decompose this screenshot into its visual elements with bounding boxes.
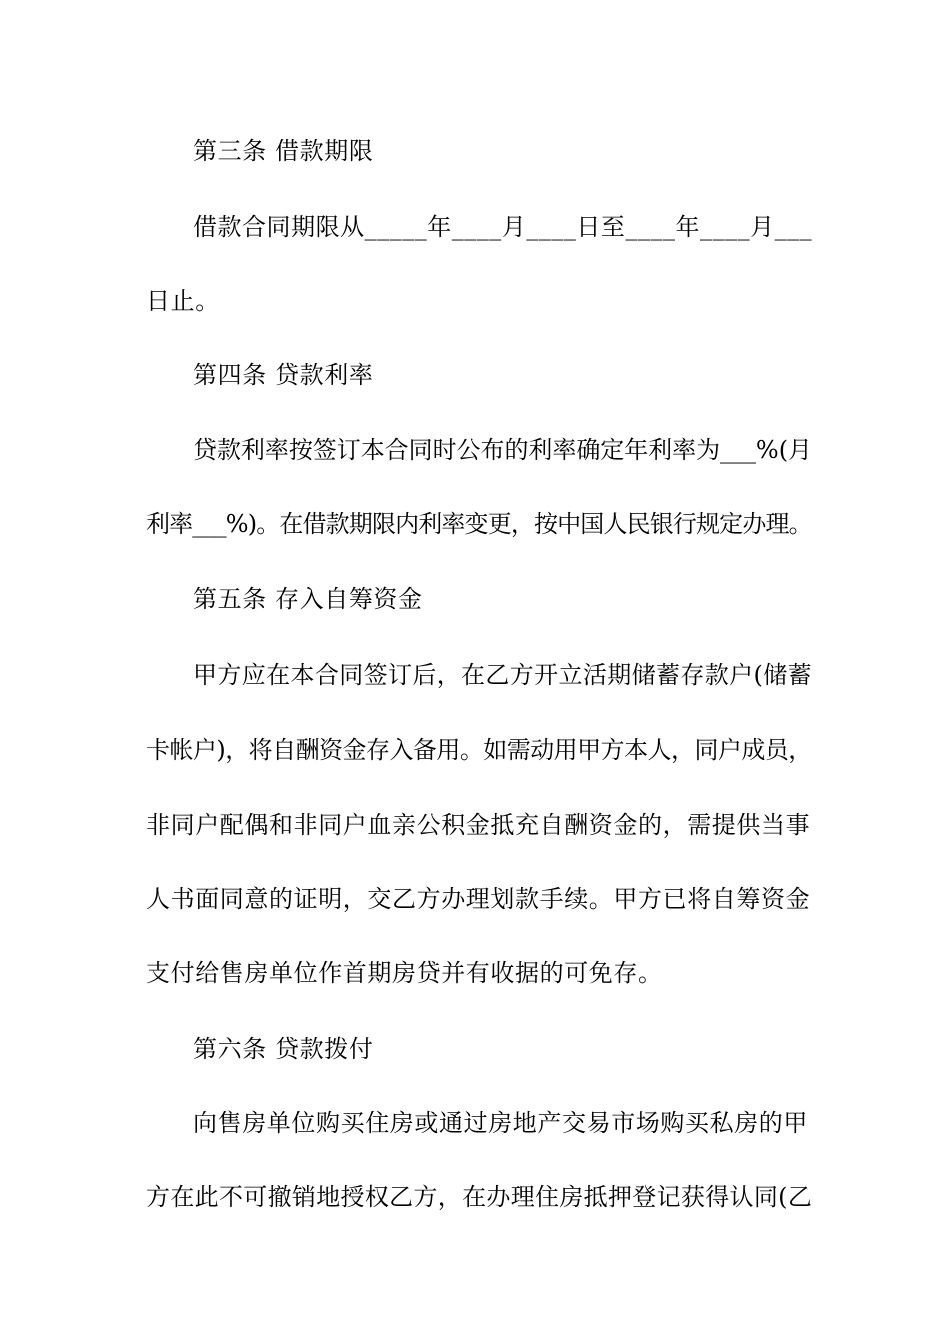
article-3-heading: 第三条 借款期限 — [193, 137, 374, 165]
article-6-heading: 第六条 贷款拨付 — [193, 1035, 374, 1063]
paragraph-line: 日止。 — [146, 287, 220, 315]
paragraph-line: 利率___%)。在借款期限内利率变更，按中国人民银行规定办理。 — [146, 510, 812, 538]
paragraph-line: 借款合同期限从_____年____月____日至____年____月___ — [193, 213, 813, 241]
paragraph-line: 卡帐户)，将自酬资金存入备用。如需动用甲方本人，同户成员， — [146, 736, 812, 764]
paragraph-line: 贷款利率按签订本合同时公布的利率确定年利率为___%(月 — [193, 436, 812, 464]
paragraph-line: 支付给售房单位作首期房贷并有收据的可免存。 — [146, 959, 663, 987]
paragraph-line: 非同户配偶和非同户血亲公积金抵充自酬资金的，需提供当事 — [146, 811, 811, 839]
article-5-heading: 第五条 存入自筹资金 — [193, 585, 423, 613]
paragraph-line: 方在此不可撤销地授权乙方，在办理住房抵押登记获得认同(乙 — [146, 1183, 813, 1211]
paragraph-line: 向售房单位购买住房或通过房地产交易市场购买私房的甲 — [193, 1109, 808, 1137]
article-4-heading: 第四条 贷款利率 — [193, 361, 374, 389]
paragraph-line: 甲方应在本合同签订后，在乙方开立活期储蓄存款户(储蓄 — [193, 661, 812, 689]
paragraph-line: 人书面同意的证明，交乙方办理划款手续。甲方已将自筹资金 — [146, 885, 811, 913]
